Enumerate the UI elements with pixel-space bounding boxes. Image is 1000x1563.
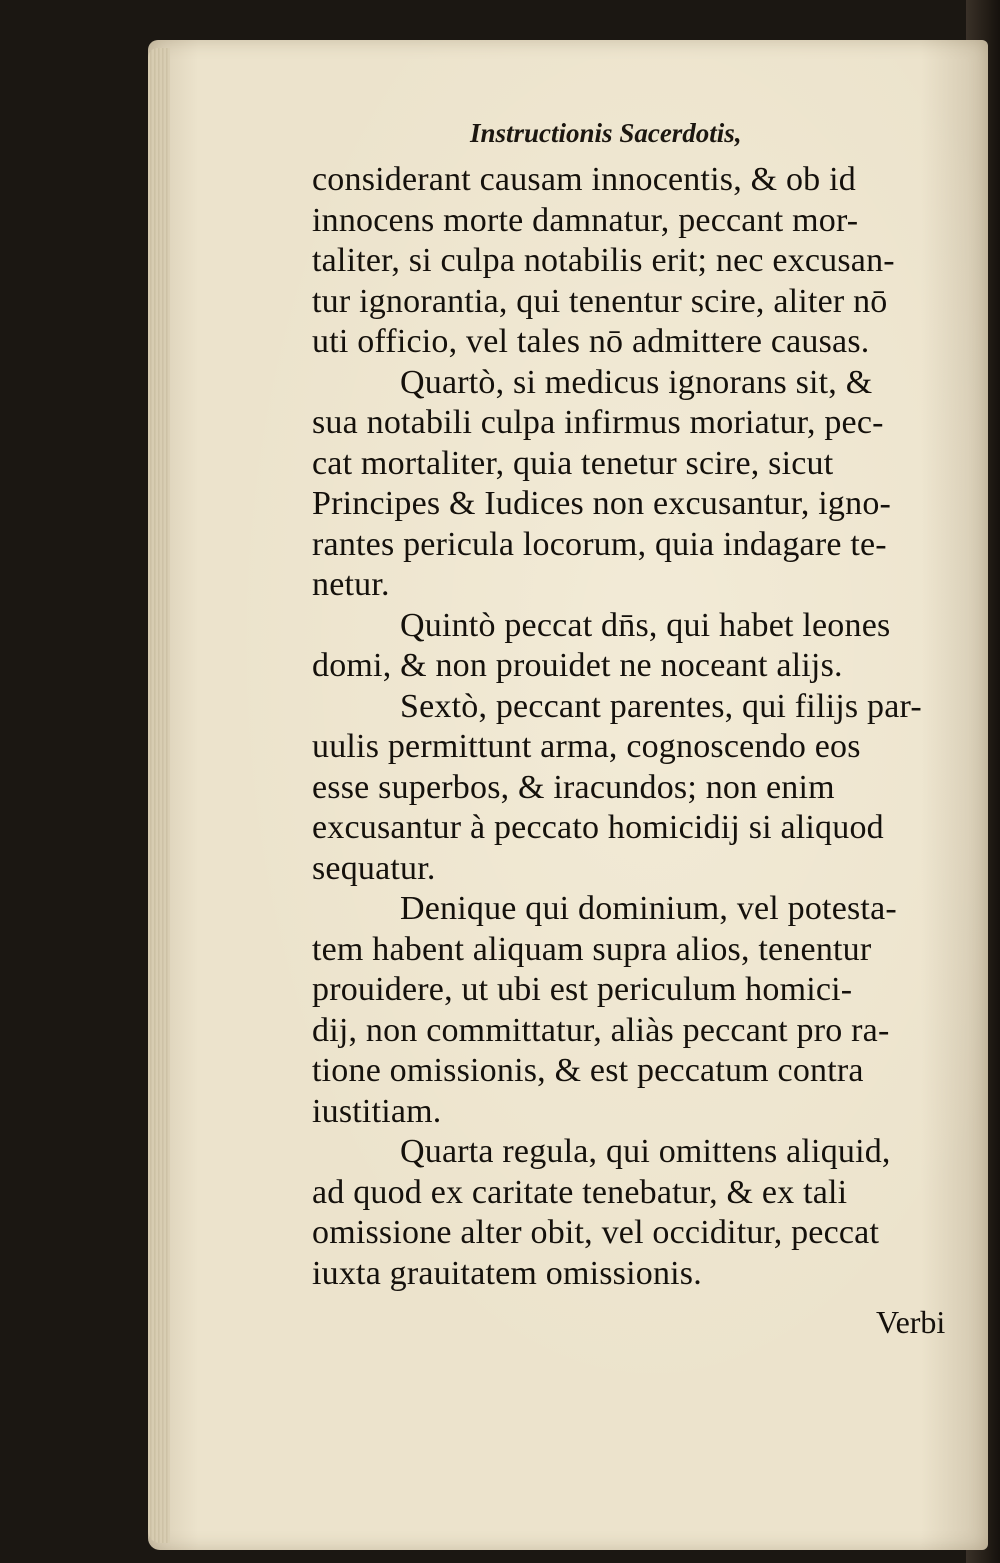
page-edges: [148, 48, 170, 1543]
text-line: esse superbos, & iracundos; non enim: [312, 768, 835, 806]
text-line: tem habent aliquam supra alios, tenentur: [312, 930, 872, 968]
text-line: dij, non committatur, aliàs peccant pro ra-: [312, 1011, 890, 1049]
text-line: uulis permittunt arma, cognoscendo eos: [312, 728, 861, 765]
text-line: Principes & Iudices non excusantur, igno-: [312, 485, 892, 522]
text-line: Quintò peccat dn̄s, qui habet leones: [400, 606, 891, 644]
text-line: omissione alter obit, vel occiditur, peccat: [312, 1214, 880, 1251]
text-line: Quarta regula, qui omittens aliquid,: [400, 1133, 891, 1170]
text-line: domi, & non prouidet ne noceant alijs.: [312, 647, 843, 684]
text-line: tione omissionis, & est peccatum contra: [312, 1052, 864, 1089]
page-text-block: [312, 160, 962, 1294]
text-line: excusantur à peccato homicidij si aliquod: [312, 809, 884, 846]
text-line: Sextò, peccant parentes, qui filijs par-: [400, 687, 922, 725]
text-line: Quartò, si medicus ignorans sit, &: [400, 363, 873, 401]
text-line: netur.: [312, 566, 390, 603]
text-line: tur ignorantia, qui tenentur scire, aliter nō: [312, 282, 888, 320]
text-line: taliter, si culpa notabilis erit; nec excusan-: [312, 242, 895, 279]
text-line: sequatur.: [312, 849, 436, 887]
running-head: Instructionis Sacerdotis,: [470, 118, 742, 148]
catchword: Verbi: [876, 1304, 946, 1340]
text-line: iuxta grauitatem omissionis.: [312, 1254, 702, 1292]
text-line: considerant causam innocentis, & ob id: [312, 161, 856, 198]
text-line: rantes pericula locorum, quia indagare te-: [312, 525, 887, 563]
text-line: innocens morte damnatur, peccant mor-: [312, 201, 859, 239]
text-line: iustitiam.: [312, 1092, 442, 1130]
text-line: uti officio, vel tales nō admittere causas.: [312, 323, 870, 360]
text-line: ad quod ex caritate tenebatur, & ex tali: [312, 1173, 848, 1211]
text-line: cat mortaliter, quia tenetur scire, sicut: [312, 444, 834, 482]
text-line: Denique qui dominium, vel potesta-: [400, 890, 897, 927]
text-line: prouidere, ut ubi est periculum homici-: [312, 971, 853, 1008]
text-line: sua notabili culpa infirmus moriatur, pec-: [312, 404, 884, 441]
